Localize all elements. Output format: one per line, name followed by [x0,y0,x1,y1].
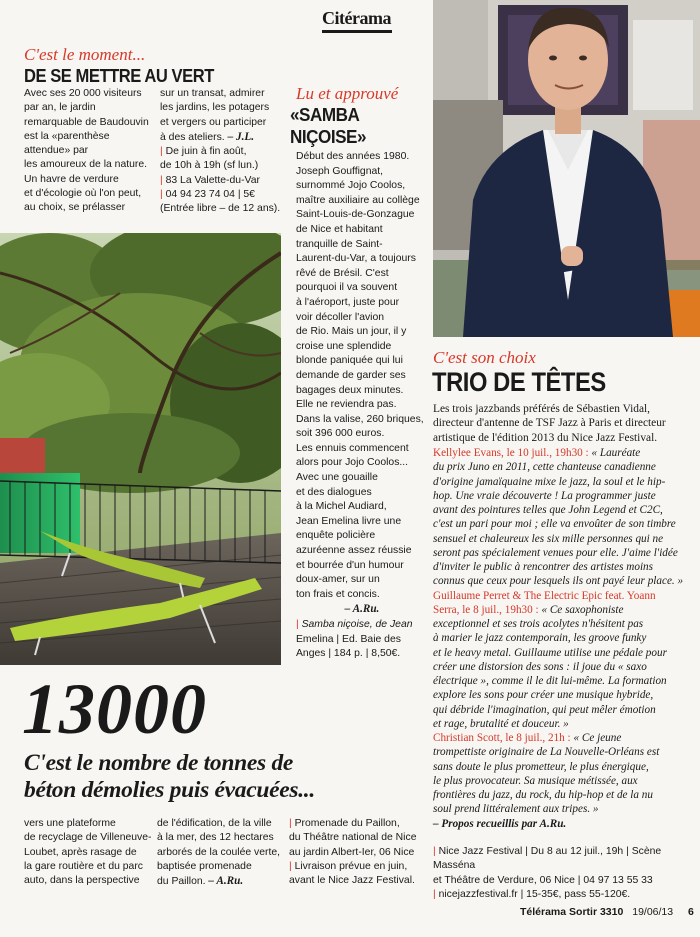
choix-info: | Nice Jazz Festival | Du 8 au 12 juil., 19h | Scène Masséna et Théâtre de Verdure, 06 Nice | 04 97 13 55 33 | nicejazzfestival.fr | 15-35€, pass 55-120€. [433,845,697,903]
moment-info-dates: | De juin à fin août, [160,145,285,159]
garden-photo [0,233,281,665]
moment-kicker: C'est le moment... [24,45,146,64]
choix-intro: Les trois jazzbands préférés de Sébastien Vidal, directeur d'antenne de TSF Jazz à Paris et directeur artistique de l'édition 2013 du Nice Jazz Festival. [433,403,666,444]
band3-head: Christian Scott, le 8 juil., 21h : [433,732,571,744]
band2-head: Guillaume Perret & The Electric Epic feat. Yoann [433,589,656,602]
portrait-illustration [433,0,700,337]
band1-head: Kellylee Evans, le 10 juil., 19h30 : [433,447,589,459]
samba-title: «SAMBA NIÇOISE» [290,105,367,147]
section-label: Citérama [322,8,392,33]
stat-number: 13000 [22,669,207,749]
choix-kicker: C'est son choix [433,348,536,367]
stat-col2: de l'édification, de la ville à la mer, des 12 hectares arborés de la coulée verte, baptisée promenade du Paillon. – A.Ru. [157,818,281,888]
samba-kicker: Lu et approuvé [296,84,399,103]
footer-date: 19/06/13 [632,906,674,918]
moment-text-col1: Avec ses 20 000 visiteurs par an, le jardin remarquable de Baudouvin est la «parenthèse attendue» par les amoureux de la nature. Un havre de verdure et d'écologie où l'on peut, au choix, se prélasser [24,88,149,214]
samba-signature: – A.Ru. [344,603,380,616]
moment-title: DE SE METTRE AU VERT [24,66,214,86]
moment-info-place: | 83 La Valette-du-Var [160,174,285,188]
samba-text: Début des années 1980. Joseph Gouffignat, surnommé Jojo Coolos, maître auxiliaire au collège Saint-Louis-de-Gonzague de Nice et habitant tranquille de Saint- Laurent-du-Var, a toujours rêvé de Brésil. C'est pourquoi il va souvent à l'aéroport, juste pour voir décoller l'avion de Rio. Mais un jour, il y croise une splendide blonde paniquée qui lui demande de garder ses bagages deux minutes. Elle ne reviendra pas. Dans la valise, 260 briques, soit 396 000 euros. Les ennuis commencent alors pour Jojo Coolos... Avec une gouaille et des dialogues à la Michel Audiard, Jean Emelina livre une enquête policière azuréenne assez réussie et bourrée d'un humour doux-amer, sur un ton frais et concis. – A.Ru. | Samba niçoise, de Jean Emelina | Ed. Baie des Anges | 184 p. | 8,50€. [296,150,428,662]
garden-illustration [0,233,281,665]
footer-magazine: Télérama Sortir 3310 [520,906,624,918]
stat-signature: – A.Ru. [208,875,244,888]
choix-title: TRIO DE TÊTES [432,367,606,397]
choix-bands: Kellylee Evans, le 10 juil., 19h30 : « Lauréate du prix Juno en 2011, cette chanteuse canadienne d'origine jamaïquaine mixe le jazz, la soul et le hip- hop. Une vraie découverte ! La programmer juste avant des pointures telles que John Legend et C2C, c'est un pari pour moi ; elle va envoûter de son timbre sensuel et chaleureux les six mille personnes qui ne seront pas spécialement venues pour elle. J'aime l'idée d'inviter le public à rencontrer des artistes moins connus que ceux pour lesquels ils ont payé leur place. » Guillaume Perret & The Electric Epic feat. Yoann Serra, le 8 juil., 19h30 : « Ce saxophoniste exceptionnel et ses trois acolytes n'hésitent pas à marier le jazz contemporain, les groove funky et le heavy metal. Guillaume utilise une pédale pour créer une distorsion des sons : il joue du « saxo électrique », comme il le dit lui-même. La formation explore les sons pour créer une musique hybride, qui débride l'imagination, qui peut mêler émotion et rage, brutalité et douceur. » Christian Scott, le 8 juil., 21h : « Ce jeune trompettiste originaire de La Nouvelle-Orléans est sans doute le plus prometteur, le plus énergique, le plus provocateur. Sa musique métissée, aux frontières du jazz, du rock, du hip-hop et de la nu soul prend littéralement aux tripes. » – Propos recueillis par A.Ru. [433,446,697,831]
portrait-photo [433,0,700,337]
stat-col3: | Promenade du Paillon, du Théâtre national de Nice au jardin Albert-Ier, 06 Nice | Livraison prévue en juin, avant le Nice Jazz Festival. [289,817,429,888]
choix-credit: – Propos recueillis par A.Ru. [433,817,567,830]
moment-info-phone: | 04 94 23 74 04 | 5€ [160,188,285,202]
moment-signature: – J.L. [227,130,255,143]
samba-info: | Samba niçoise, de Jean [296,618,428,633]
footer [520,906,694,918]
moment-text-col2: sur un transat, admirer les jardins, les potagers et vergers ou participer à des ateliers. – J.L. | De juin à fin août, de 10h à 19h (sf lun.) | 83 La Valette-du-Var | 04 94 23 74 04 | 5€ (Entrée libre – de 12 ans). [160,87,285,217]
footer-page: 6 [688,906,694,918]
stat-subtitle: C'est le nombre de tonnes de béton démolies puis évacuées... [24,750,315,803]
stat-col1: vers une plateforme de recyclage de Villeneuve- Loubet, après rasage de la gare routière et du parc auto, dans la perspective [24,818,152,887]
